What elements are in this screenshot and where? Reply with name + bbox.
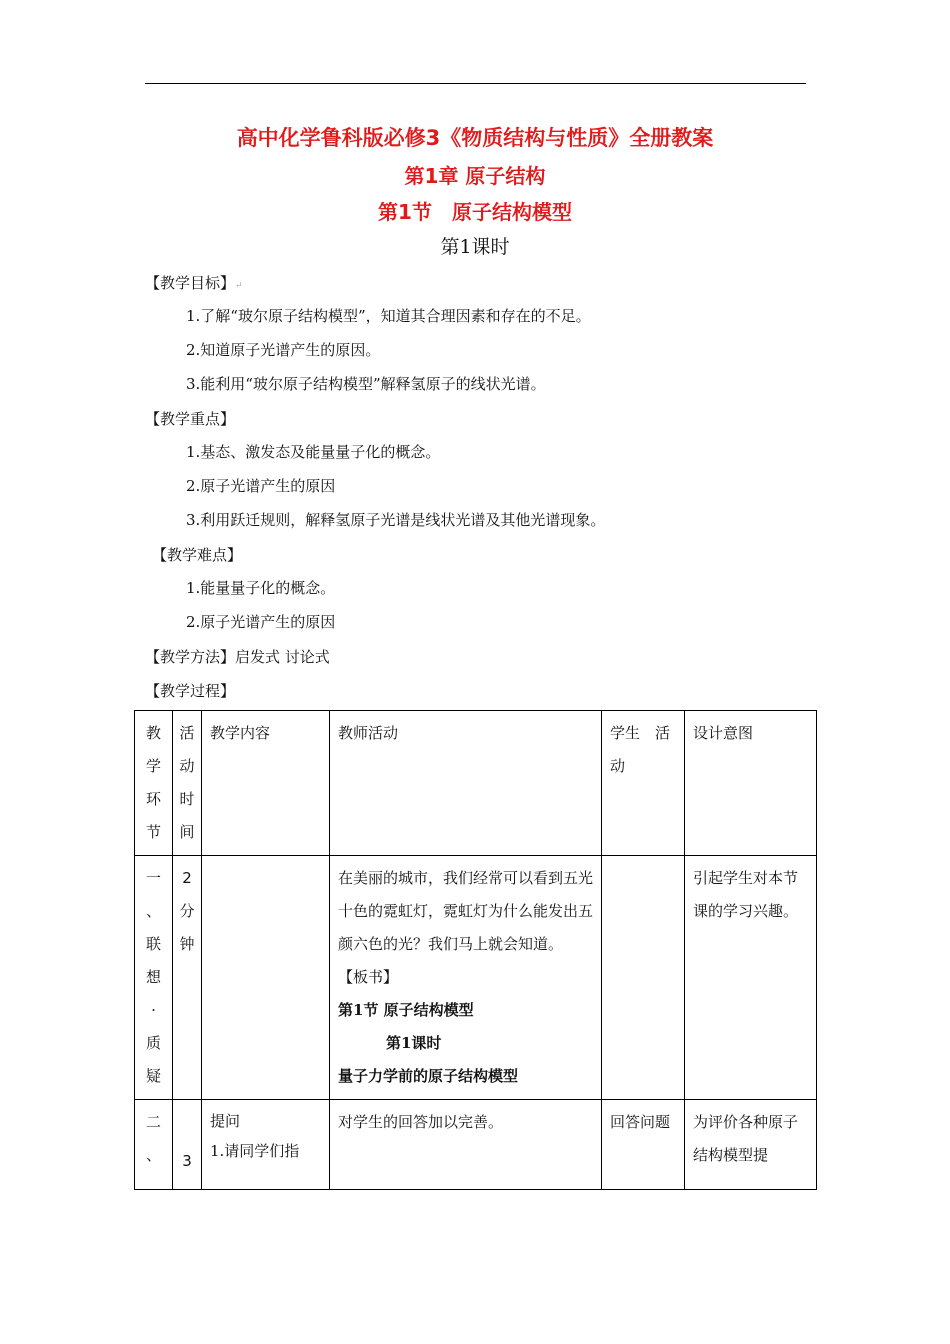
row2-time: 3	[173, 1100, 202, 1190]
lesson-title: 第1课时	[440, 236, 510, 258]
row2-content	[202, 1100, 330, 1190]
goals-heading: 【教学目标】↵	[145, 274, 243, 292]
row2-content-line2: 1.请同学们指	[210, 1142, 300, 1160]
board-label: 【板书】	[338, 968, 399, 986]
row1-student	[602, 856, 685, 1100]
keypoints-heading: 【教学重点】	[145, 410, 236, 428]
row1-teacher	[330, 856, 602, 1100]
goal-item-1: 1.了解“玻尔原子结构模型”，知道其合理因素和存在的不足。	[186, 307, 591, 325]
chapter-title: 第1章 原子结构	[404, 164, 546, 188]
row1-teacher-text: 在美丽的城市，我们经常可以看到五光十色的霓虹灯，霓虹灯为什么能发出五颜六色的光？我们马上就会知道。	[338, 869, 594, 953]
header-content: 教学内容	[202, 711, 330, 856]
goal-item-3: 3.能利用“玻尔原子结构模型”解释氢原子的线状光谱。	[186, 375, 546, 393]
process-heading: 【教学过程】	[145, 682, 236, 700]
document-title: 高中化学鲁科版必修3《物质结构与性质》全册教案	[236, 126, 714, 150]
difficulty-item-1: 1.能量量子化的概念。	[186, 579, 336, 597]
goal-item-2: 2.知道原子光谱产生的原因。	[186, 341, 381, 359]
row1-time: 2 分 钟	[173, 856, 202, 1100]
row2-content-line1: 提问	[210, 1112, 241, 1130]
row1-content	[202, 856, 330, 1100]
table-row	[135, 856, 817, 1100]
row2-student: 回答问题	[602, 1100, 685, 1190]
keypoint-item-3: 3.利用跃迁规则，解释氢原子光谱是线状光谱及其他光谱现象。	[186, 511, 606, 529]
row1-stage: 一 、 联 想 · 质 疑	[135, 856, 173, 1100]
board-line-1: 第1节 原子结构模型	[338, 1001, 474, 1019]
header-teacher: 教师活动	[330, 711, 602, 856]
keypoint-item-2: 2.原子光谱产生的原因	[186, 477, 336, 495]
row1-design: 引起学生对本节课的学习兴趣。	[685, 856, 817, 1100]
section-title: 第1节 原子结构模型	[378, 200, 572, 224]
method-line: 【教学方法】启发式 讨论式	[145, 648, 330, 666]
header-student: 学生 活动	[602, 711, 685, 856]
row2-design: 为评价各种原子结构模型提	[685, 1100, 817, 1190]
table-row	[135, 1100, 817, 1190]
header-rule	[145, 83, 806, 84]
board-line-3: 量子力学前的原子结构模型	[338, 1067, 519, 1085]
header-time: 活 动 时 间	[173, 711, 202, 856]
difficulties-heading: 【教学难点】	[152, 546, 243, 564]
difficulty-item-2: 2.原子光谱产生的原因	[186, 613, 336, 631]
board-line-2: 第1课时	[386, 1034, 442, 1052]
keypoint-item-1: 1.基态、激发态及能量量子化的概念。	[186, 443, 441, 461]
table-header-row	[135, 711, 817, 856]
header-design: 设计意图	[685, 711, 817, 856]
row2-teacher: 对学生的回答加以完善。	[330, 1100, 602, 1190]
process-table	[134, 710, 817, 1190]
header-stage: 教 学 环 节	[135, 711, 173, 856]
row2-stage: 二 、	[135, 1100, 173, 1190]
